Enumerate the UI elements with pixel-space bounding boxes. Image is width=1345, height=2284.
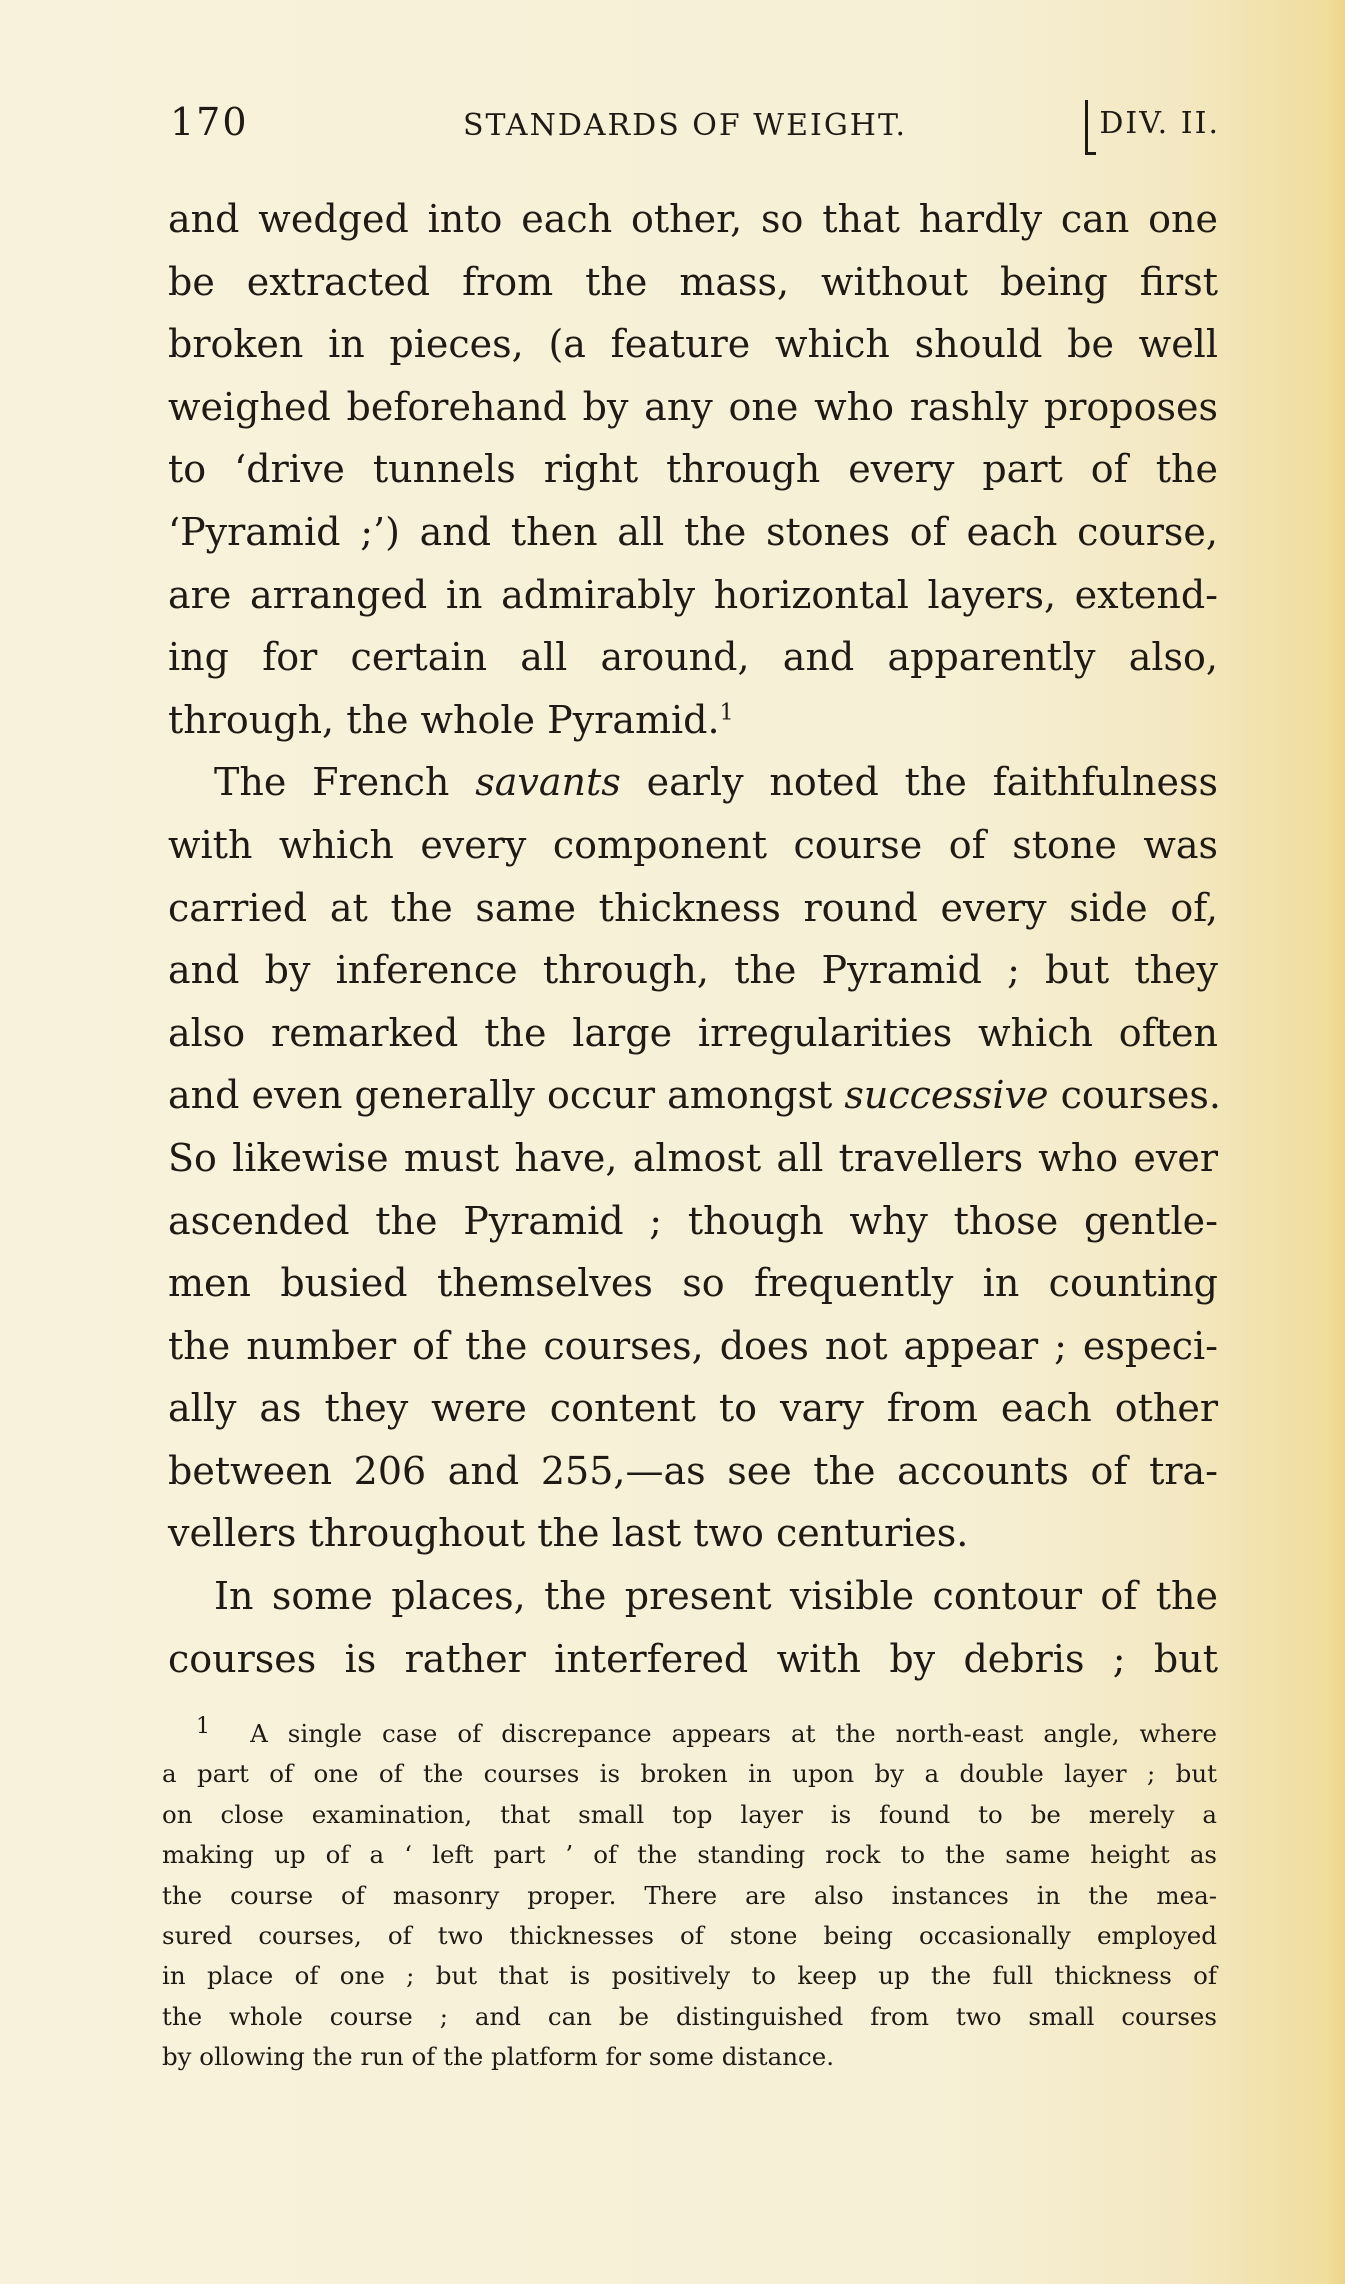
body-line — [168, 1064, 1221, 1127]
body-line: weighed beforehand by any one who rashly proposes — [168, 384, 1218, 429]
paragraph-first-line: In some places, the present visible contour of the — [214, 1574, 1218, 1619]
body-line: between 206 and 255,—as see the accounts of tra- — [168, 1448, 1218, 1493]
page-number: 170 — [170, 100, 249, 144]
footnote-line — [162, 1714, 1217, 1754]
body-line: and wedged into each other, so that hardly can one — [168, 197, 1218, 241]
division-label — [1085, 106, 1220, 141]
body-line: ally as they were content to vary from each other — [168, 1386, 1218, 1431]
footnote-line: by ollowing the run of the platform for some distance. — [162, 2042, 835, 2072]
body-line: also remarked the large irregularities which often — [168, 1010, 1218, 1055]
body-text — [168, 188, 1221, 1690]
text-run: and even generally occur amongst — [168, 1073, 833, 1118]
text-run: early noted the faithfulness — [646, 760, 1218, 805]
body-line: vellers throughout the last two centuries. — [168, 1511, 969, 1556]
page-edge — [1327, 0, 1345, 2284]
footnote-line: making up of a ‘ left part ’ of the standing rock to the same height as — [162, 1840, 1217, 1870]
page-header — [168, 100, 1220, 160]
italic-term: savants — [475, 760, 621, 805]
body-line: men busied themselves so frequently in counting — [168, 1261, 1218, 1306]
footnote-line: in place of one ; but that is positively to keep up the full thickness of — [162, 1961, 1217, 1991]
body-line-text: through, the whole Pyramid. — [168, 697, 720, 742]
body-line: and by inference through, the Pyramid ; but they — [168, 948, 1218, 993]
body-line: courses is rather interfered with by debris ; but — [168, 1636, 1218, 1681]
footnotes — [162, 1714, 1217, 2078]
body-line: carried at the same thickness round every side of, — [168, 885, 1218, 930]
paragraph-first-line — [168, 751, 1218, 814]
footnote-line: the course of masonry proper. There are also instances in the mea- — [162, 1880, 1217, 1910]
division-text: DIV. II. — [1099, 106, 1220, 141]
body-line: the number of the courses, does not appear ; especi- — [168, 1323, 1218, 1368]
body-line: ing for certain all around, and apparently also, — [168, 635, 1218, 680]
body-line: So likewise must have, almost all travellers who ever — [168, 1135, 1218, 1180]
body-line: ‘Pyramid ;’) and then all the stones of each course, — [168, 509, 1218, 554]
body-line: broken in pieces, (a feature which should be well — [168, 322, 1218, 367]
text-run: The French — [214, 760, 450, 805]
italic-term: successive — [844, 1073, 1049, 1118]
footnote-text: A single case of discrepance appears at the north-east angle, where — [250, 1719, 1218, 1748]
body-line — [168, 689, 1218, 752]
body-line: are arranged in admirably horizontal layers, extend- — [168, 572, 1218, 617]
footnote-line: the whole course ; and can be distinguished from two small courses — [162, 2001, 1217, 2031]
division-bracket — [1085, 100, 1096, 155]
text-run: courses. — [1060, 1073, 1221, 1118]
footnote-number: 1 — [196, 1713, 210, 1739]
body-line: ascended the Pyramid ; though why those gentle- — [168, 1198, 1218, 1243]
footnote-line: a part of one of the courses is broken in upon by a double layer ; but — [162, 1759, 1217, 1789]
footnote-line: on close examination, that small top layer is found to be merely a — [162, 1799, 1217, 1829]
footnote-reference: 1 — [719, 700, 734, 726]
body-line: to ‘drive tunnels right through every part of the — [168, 447, 1218, 492]
body-line: with which every component course of stone was — [168, 822, 1218, 867]
running-head: STANDARDS OF WEIGHT. — [463, 108, 908, 143]
body-line: be extracted from the mass, without being first — [168, 259, 1218, 304]
footnote-line: sured courses, of two thicknesses of stone being occasionally employed — [162, 1921, 1217, 1951]
